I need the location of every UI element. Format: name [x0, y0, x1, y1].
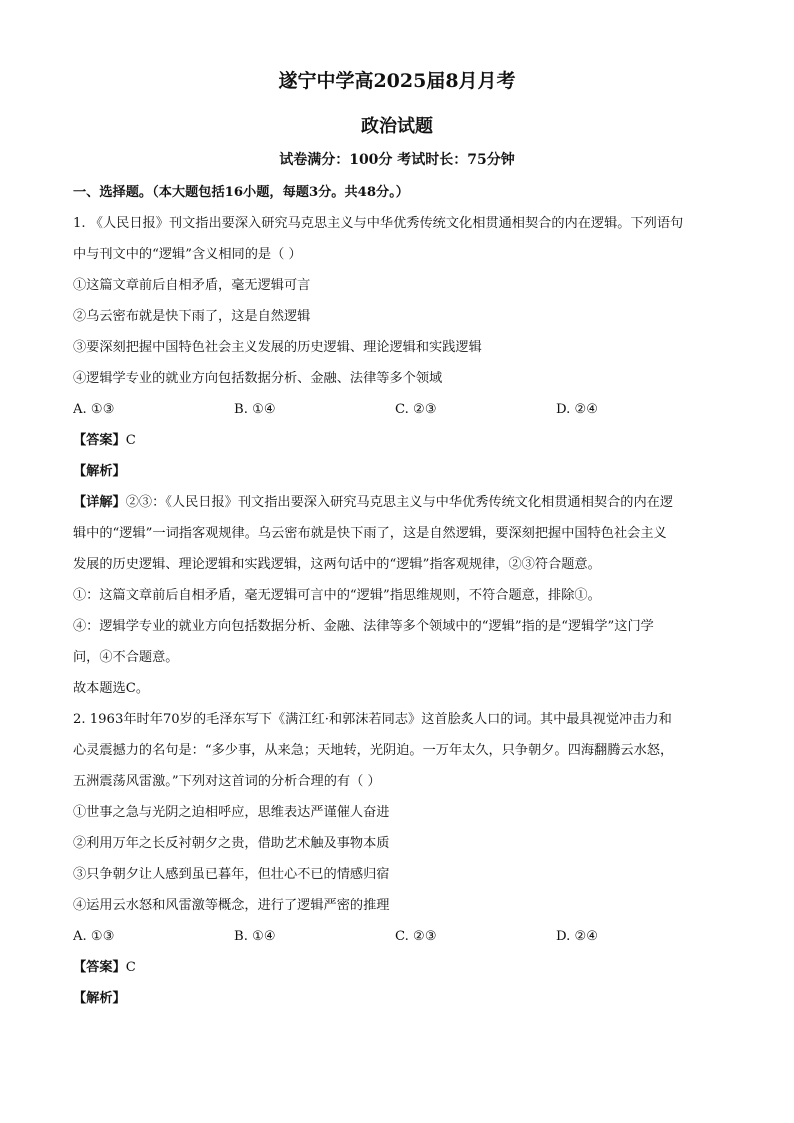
q1-stem-line-1: 1. 《人民日报》刊文指出要深入研究马克思主义与中华优秀传统文化相贯通相契合的内在逻辑。下列语句 [73, 216, 684, 231]
q1-detail-line-1 [73, 487, 723, 518]
q1-detail-line-7: 故本题选C。 [73, 681, 150, 696]
q1-option-c: C. ②③ [395, 402, 437, 417]
q2-stem-line-2: 心灵震撼力的名句是：“多少事，从来急；天地转，光阴迫。一万年太久，只争朝夕。四海翻腾云水怒， [73, 743, 674, 758]
q1-detail-line-3: 发展的历史逻辑、理论逻辑和实践逻辑，这两句话中的“逻辑”指客观规律，②③符合题意。 [73, 557, 601, 572]
q1-answer-value: C [125, 433, 136, 448]
q1-option-b: B. ①④ [234, 402, 276, 417]
q2-option-d: D. ②④ [556, 929, 599, 944]
q2-item-2: ②利用万年之长反衬朝夕之贵，借助艺术触及事物本质 [73, 836, 390, 851]
q2-answer-value: C [125, 960, 136, 975]
q2-answer-tag: 【答案】 [73, 960, 126, 975]
q2-stem-line-3: 五洲震荡风雷激。”下列对这首词的分析合理的有（ ） [73, 774, 381, 789]
q2-option-a: A. ①③ [73, 929, 115, 944]
q1-options [73, 394, 723, 425]
q1-item-4: ④逻辑学专业的就业方向包括数据分析、金融、法律等多个领域 [73, 371, 443, 386]
exam-title: 遂宁中学高2025届8月月考 [278, 70, 516, 92]
q1-analysis-tag: 【解析】 [73, 464, 126, 479]
q1-detail-line-5: ④：逻辑学专业的就业方向包括数据分析、金融、法律等多个领域中的“逻辑”指的是“逻辑学”这门学 [73, 619, 654, 634]
q2-answer [73, 952, 723, 983]
q2-item-4: ④运用云水怒和风雷激等概念，进行了逻辑严密的推理 [73, 898, 390, 913]
q1-item-1: ①这篇文章前后自相矛盾，毫无逻辑可言 [73, 278, 311, 293]
q2-item-3: ③只争朝夕让人感到虽已暮年，但壮心不已的情感归宿 [73, 867, 390, 882]
q1-answer-tag: 【答案】 [73, 433, 126, 448]
q1-item-3: ③要深刻把握中国特色社会主义发展的历史逻辑、理论逻辑和实践逻辑 [73, 340, 482, 355]
exam-subject: 政治试题 [361, 116, 433, 137]
q1-option-a: A. ①③ [73, 402, 115, 417]
q1-detail-text-1: ②③：《人民日报》刊文指出要深入研究马克思主义与中华优秀传统文化相贯通相契合的内在逻 [125, 495, 674, 510]
q2-options [73, 921, 723, 952]
q1-item-2: ②乌云密布就是快下雨了，这是自然逻辑 [73, 309, 311, 324]
q1-detail-tag: 【详解】 [73, 495, 126, 510]
q1-answer [73, 425, 723, 456]
q1-stem-line-2: 中与刊文中的“逻辑”含义相同的是（ ） [73, 247, 302, 262]
q1-detail-line-6: 问，④不合题意。 [73, 650, 179, 665]
q1-detail-line-4: ①：这篇文章前后自相矛盾，毫无逻辑可言中的“逻辑”指思维规则，不符合题意，排除①。 [73, 588, 601, 603]
q2-option-b: B. ①④ [234, 929, 276, 944]
q1-detail-line-2: 辑中的“逻辑”一词指客观规律。乌云密布就是快下雨了，这是自然逻辑，要深刻把握中国特色社会主义 [73, 526, 667, 541]
q1-option-d: D. ②④ [556, 402, 599, 417]
exam-content [73, 177, 723, 1014]
q2-item-1: ①世事之急与光阴之迫相呼应，思维表达严谨催人奋进 [73, 805, 390, 820]
q2-stem-line-1: 2. 1963年时年70岁的毛泽东写下《满江红·和郭沫若同志》这首脍炙人口的词。其中最具视觉冲击力和 [73, 712, 672, 727]
q2-analysis-tag: 【解析】 [73, 991, 126, 1006]
exam-info: 试卷满分：100分 考试时长：75分钟 [279, 152, 515, 168]
q2-option-c: C. ②③ [395, 929, 437, 944]
section-heading: 一、选择题。（本大题包括16小题，每题3分。共48分。） [73, 185, 409, 200]
